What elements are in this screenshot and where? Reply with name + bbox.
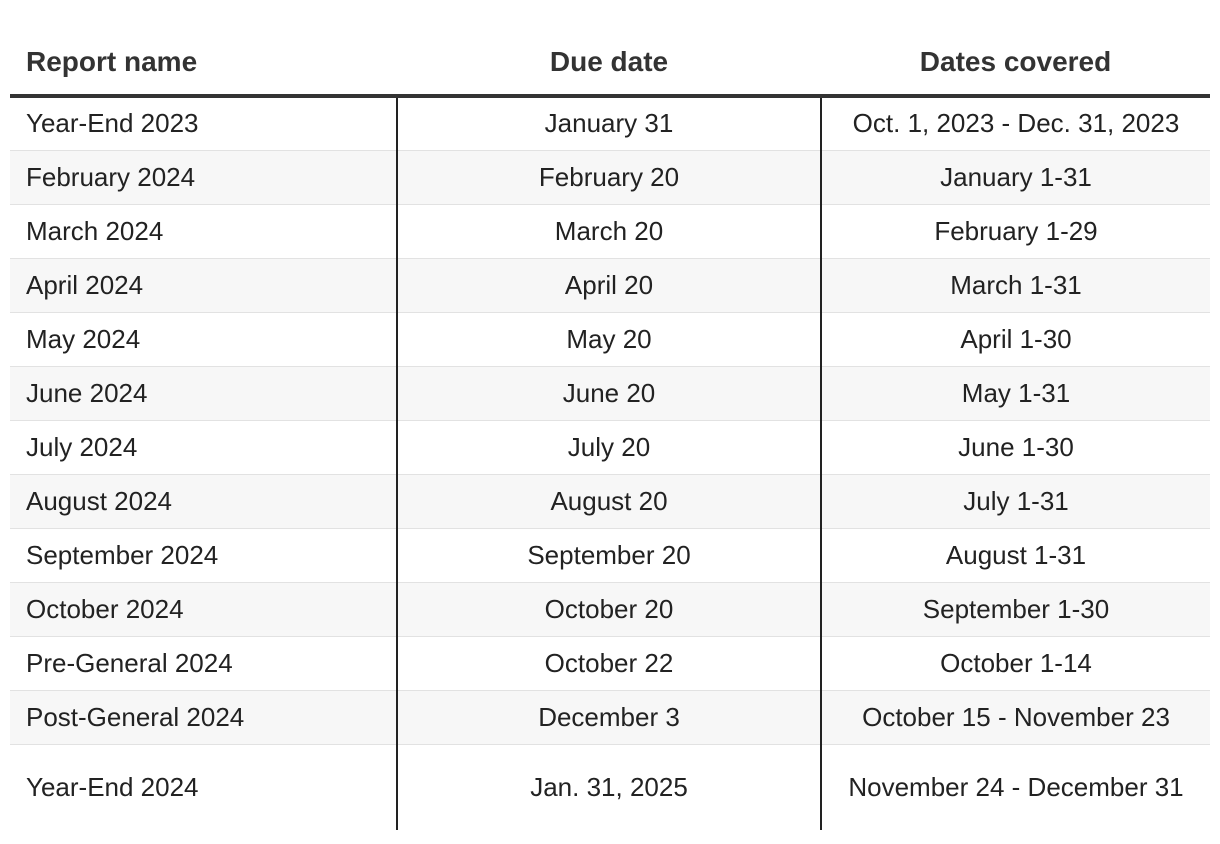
table-row xyxy=(10,96,1210,150)
table-row xyxy=(10,258,1210,312)
due-date-cell: March 20 xyxy=(397,204,821,258)
table-header xyxy=(10,30,1210,96)
report-name-cell: Post-General 2024 xyxy=(10,690,397,744)
due-date-cell: Jan. 31, 2025 xyxy=(397,744,821,830)
table-row xyxy=(10,474,1210,528)
table-row xyxy=(10,204,1210,258)
report-name-cell: Year-End 2024 xyxy=(10,744,397,830)
table-row xyxy=(10,366,1210,420)
table-row xyxy=(10,582,1210,636)
table-row xyxy=(10,744,1210,830)
dates-covered-cell: January 1-31 xyxy=(821,150,1210,204)
dates-covered-cell: November 24 - December 31 xyxy=(821,744,1210,830)
report-name-cell: April 2024 xyxy=(10,258,397,312)
due-date-cell: October 20 xyxy=(397,582,821,636)
report-name-cell: Pre-General 2024 xyxy=(10,636,397,690)
due-date-cell: July 20 xyxy=(397,420,821,474)
report-name-cell: June 2024 xyxy=(10,366,397,420)
report-name-cell: March 2024 xyxy=(10,204,397,258)
table-row xyxy=(10,420,1210,474)
dates-covered-cell: September 1-30 xyxy=(821,582,1210,636)
dates-covered-cell: May 1-31 xyxy=(821,366,1210,420)
report-name-cell: Year-End 2023 xyxy=(10,96,397,150)
report-name-cell: October 2024 xyxy=(10,582,397,636)
header-row xyxy=(10,30,1210,96)
due-date-cell: October 22 xyxy=(397,636,821,690)
header-report-name: Report name xyxy=(10,30,397,96)
due-date-cell: August 20 xyxy=(397,474,821,528)
due-date-cell: May 20 xyxy=(397,312,821,366)
dates-covered-cell: April 1-30 xyxy=(821,312,1210,366)
table-row xyxy=(10,528,1210,582)
report-name-cell: May 2024 xyxy=(10,312,397,366)
dates-covered-cell: June 1-30 xyxy=(821,420,1210,474)
dates-covered-cell: October 1-14 xyxy=(821,636,1210,690)
due-date-cell: December 3 xyxy=(397,690,821,744)
table-row xyxy=(10,636,1210,690)
dates-covered-cell: October 15 - November 23 xyxy=(821,690,1210,744)
table-body xyxy=(10,96,1210,830)
dates-covered-cell: Oct. 1, 2023 - Dec. 31, 2023 xyxy=(821,96,1210,150)
report-schedule-table xyxy=(10,30,1210,830)
table-row xyxy=(10,150,1210,204)
dates-covered-cell: August 1-31 xyxy=(821,528,1210,582)
table-row xyxy=(10,312,1210,366)
due-date-cell: June 20 xyxy=(397,366,821,420)
header-dates-covered: Dates covered xyxy=(821,30,1210,96)
report-name-cell: February 2024 xyxy=(10,150,397,204)
dates-covered-cell: March 1-31 xyxy=(821,258,1210,312)
report-name-cell: August 2024 xyxy=(10,474,397,528)
due-date-cell: February 20 xyxy=(397,150,821,204)
header-due-date: Due date xyxy=(397,30,821,96)
table-row xyxy=(10,690,1210,744)
dates-covered-cell: February 1-29 xyxy=(821,204,1210,258)
due-date-cell: September 20 xyxy=(397,528,821,582)
report-name-cell: July 2024 xyxy=(10,420,397,474)
report-name-cell: September 2024 xyxy=(10,528,397,582)
dates-covered-cell: July 1-31 xyxy=(821,474,1210,528)
due-date-cell: April 20 xyxy=(397,258,821,312)
due-date-cell: January 31 xyxy=(397,96,821,150)
